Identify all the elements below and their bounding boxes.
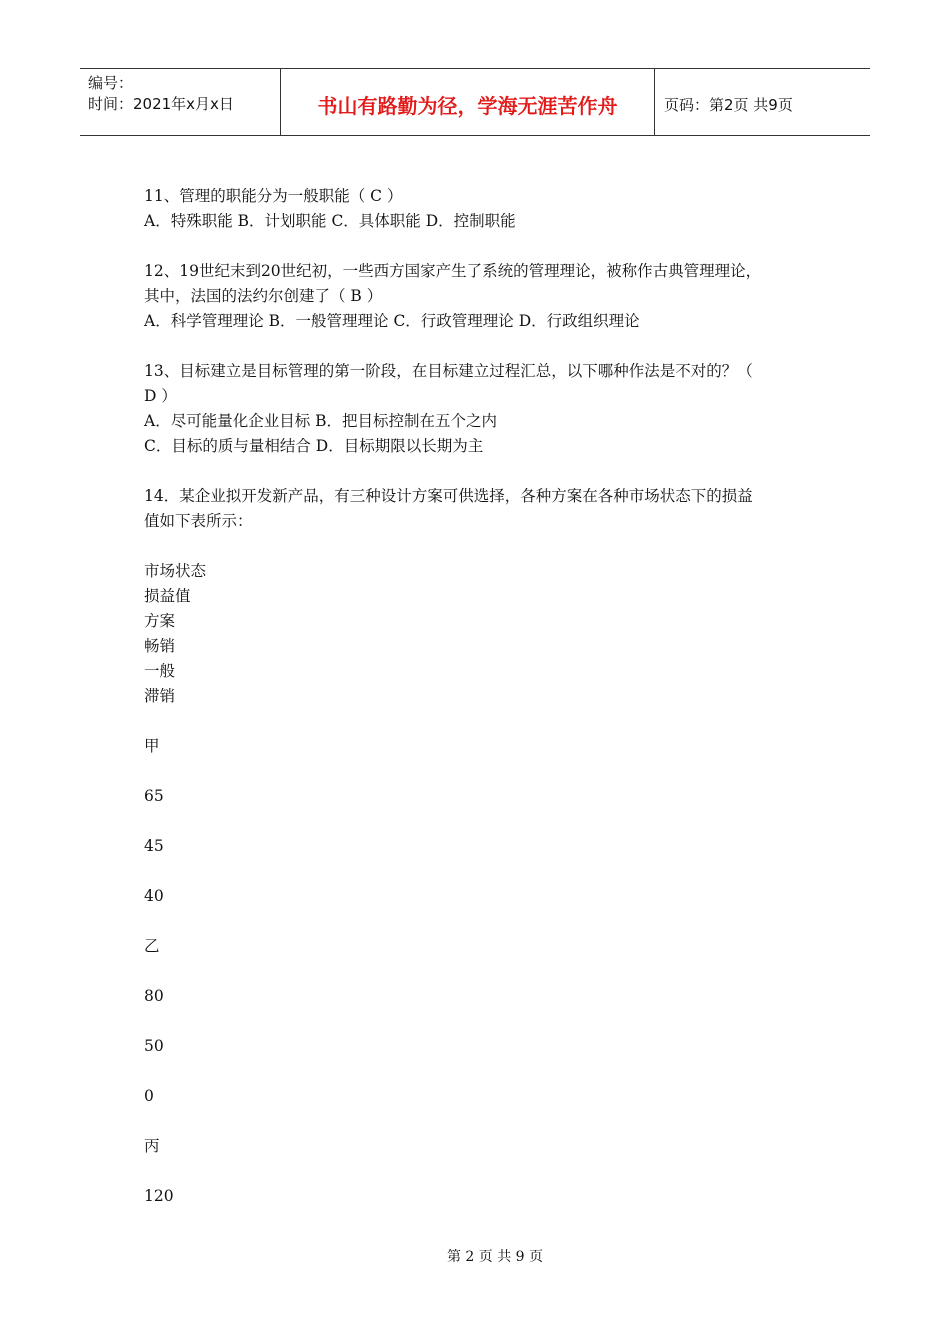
q13-options-line2: C．目标的质与量相结合 D．目标期限以长期为主 — [144, 437, 484, 455]
header-meta — [80, 69, 281, 135]
q12-stem-line1: 12、19世纪末到20世纪初，一些西方国家产生了系统的管理理论，被称作古典管理理论， — [144, 262, 762, 280]
q11-options: A．特殊职能 B．计划职能 C．具体职能 D．控制职能 — [144, 212, 516, 230]
table-b-good: 80 — [144, 987, 164, 1005]
table-a-good: 65 — [144, 787, 164, 805]
table-plan-a: 甲 — [144, 737, 160, 755]
q14-stem-line2: 值如下表所示： — [144, 512, 253, 530]
table-header-slow: 滞销 — [144, 687, 176, 705]
header-page-info: 页码：第2页 共9页 — [664, 95, 793, 114]
table-a-slow: 40 — [144, 887, 164, 905]
q13-stem-line1: 13、目标建立是目标管理的第一阶段，在目标建立过程汇总，以下哪种作法是不对的？（ — [144, 362, 753, 380]
q13-stem-line2: D ） — [144, 387, 177, 405]
table-b-normal: 50 — [144, 1037, 164, 1055]
time-label: 时间：2021年x月x日 — [88, 95, 234, 113]
q14-stem-line1: 14．某企业拟开发新产品，有三种设计方案可供选择，各种方案在各种市场状态下的损益 — [144, 487, 753, 505]
table-header-normal: 一般 — [144, 662, 176, 680]
q12-options: A．科学管理理论 B．一般管理理论 C．行政管理理论 D．行政组织理论 — [144, 312, 640, 330]
table-plan-b: 乙 — [144, 937, 160, 955]
table-a-normal: 45 — [144, 837, 164, 855]
document-body — [144, 184, 824, 1209]
table-b-slow: 0 — [144, 1087, 154, 1105]
header-motto: 书山有路勤为径，学海无涯苦作舟 — [281, 69, 655, 135]
table-header-market-state: 市场状态 — [144, 562, 207, 580]
q12-stem-line2: 其中，法国的法约尔创建了（ B ） — [144, 287, 383, 305]
q13-options-line1: A．尽可能量化企业目标 B．把目标控制在五个之内 — [144, 412, 498, 430]
table-header-plan: 方案 — [144, 612, 176, 630]
table-plan-c: 丙 — [144, 1137, 160, 1155]
table-header-profit-value: 损益值 — [144, 587, 191, 605]
q11-stem: 11、管理的职能分为一般职能（ C ） — [144, 187, 403, 205]
page-header — [80, 68, 870, 136]
page-footer: 第 2 页 共 9 页 — [446, 1249, 544, 1265]
table-c-good: 120 — [144, 1187, 174, 1205]
table-header-good: 畅销 — [144, 637, 176, 655]
number-label: 编号： — [88, 74, 134, 92]
